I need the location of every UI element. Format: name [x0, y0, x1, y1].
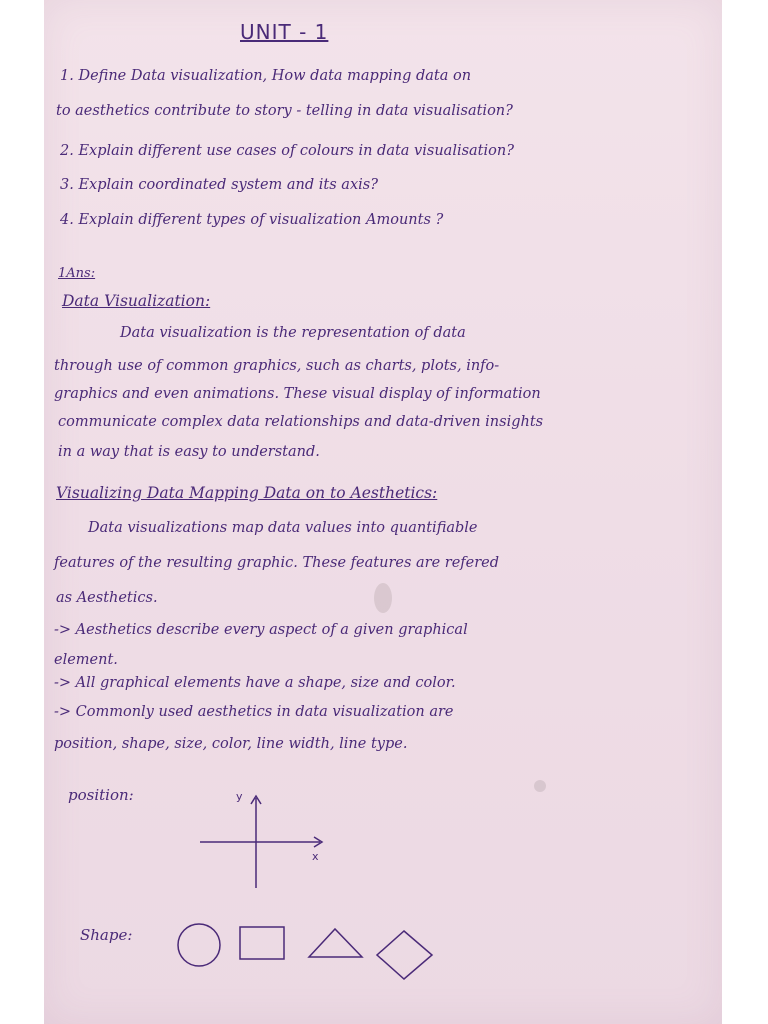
position-label: position: [68, 786, 134, 804]
paragraph-line: communicate complex data relationships and data-driven insights [58, 414, 544, 430]
bullet-line: -> All graphical elements have a shape, size and color. [54, 675, 456, 691]
paragraph-line: Data visualizations map data values into quantifiable [88, 520, 478, 536]
circle-shape [178, 924, 220, 966]
shape-sketches [172, 915, 442, 985]
answer-label: 1Ans: [58, 266, 96, 281]
bullet-line: element. [54, 652, 118, 668]
ink-smudge [534, 780, 546, 792]
paragraph-line: in a way that is easy to understand. [58, 444, 320, 460]
paragraph-line: graphics and even animations. These visual display of information [54, 386, 541, 402]
paragraph-line: features of the resulting graphic. These features are refered [54, 555, 500, 571]
unit-title: UNIT - 1 [240, 20, 329, 44]
question-4: 4. Explain different types of visualization Amounts ? [60, 212, 444, 228]
section-heading-data-visualization: Data Visualization: [62, 292, 211, 310]
question-1-line-1: 1. Define Data visualization, How data mapping data on [60, 68, 472, 84]
bullet-line: -> Aesthetics describe every aspect of a given graphical [54, 622, 468, 638]
question-2: 2. Explain different use cases of colours in data visualisation? [60, 143, 514, 159]
paragraph-line: as Aesthetics. [56, 590, 158, 606]
y-axis-label: y [236, 790, 243, 803]
x-axis-label: x [312, 850, 319, 863]
triangle-shape [309, 929, 362, 957]
shape-label: Shape: [80, 926, 133, 944]
diamond-shape [377, 931, 432, 979]
bullet-line: position, shape, size, color, line width, line type. [54, 736, 408, 752]
paragraph-line: Data visualization is the representation of data [120, 325, 466, 341]
section-heading-aesthetics: Visualizing Data Mapping Data on to Aesthetics: [56, 484, 438, 502]
ink-smudge [374, 583, 392, 613]
paragraph-line: through use of common graphics, such as charts, plots, info- [54, 358, 500, 374]
bullet-line: -> Commonly used aesthetics in data visualization are [54, 704, 454, 720]
square-shape [240, 927, 284, 959]
notebook-page [44, 0, 722, 1024]
question-1-line-2: to aesthetics contribute to story - telling in data visualisation? [56, 103, 513, 119]
question-3: 3. Explain coordinated system and its axis? [60, 177, 378, 193]
position-axes-sketch [194, 788, 334, 898]
